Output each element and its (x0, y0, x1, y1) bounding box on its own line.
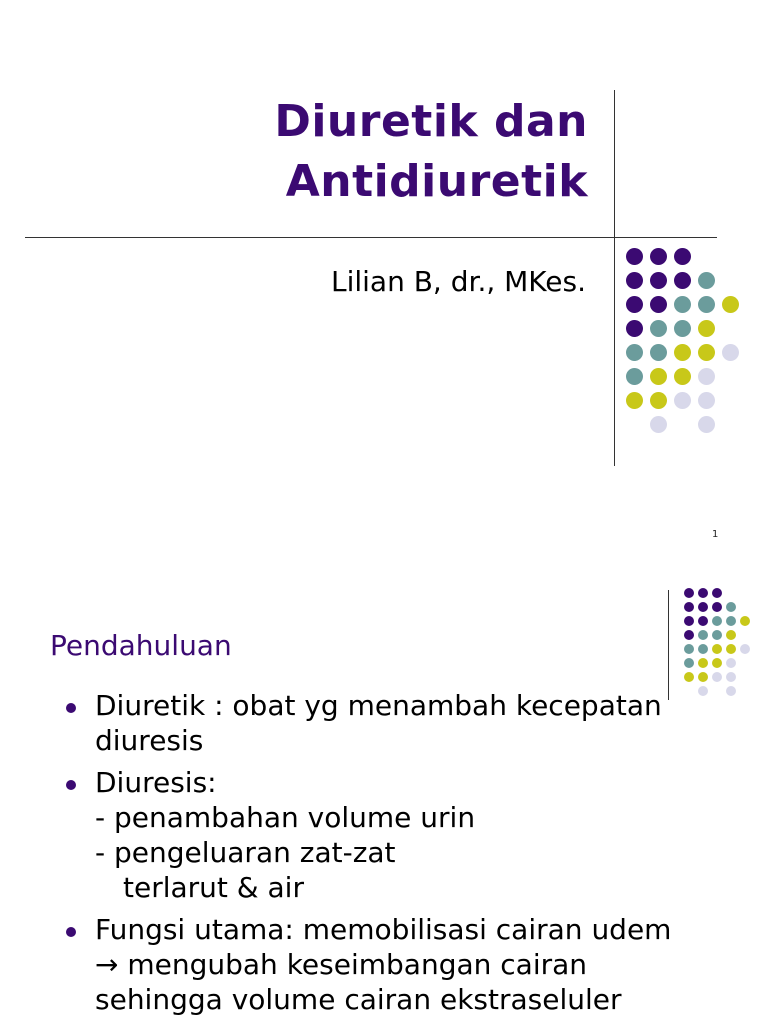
decorative-dot (712, 616, 722, 626)
decorative-dot (684, 658, 694, 668)
decorative-dot (650, 392, 667, 409)
decorative-dot (684, 616, 694, 626)
decorative-dot (684, 630, 694, 640)
decorative-dot (626, 368, 643, 385)
decorative-dot (698, 320, 715, 337)
decorative-dot (726, 630, 736, 640)
decorative-dot (726, 616, 736, 626)
decorative-dot (712, 644, 722, 654)
decorative-dot (698, 644, 708, 654)
title-line-1: Diuretik dan (274, 96, 588, 147)
decorative-dot (698, 672, 708, 682)
decorative-dot (674, 272, 691, 289)
decorative-dot (698, 588, 708, 598)
decorative-dot (698, 630, 708, 640)
bullet-icon (66, 780, 76, 790)
bullet-text-line: Diuretik : obat yg menambah kecepatan (95, 689, 662, 722)
decorative-dot (712, 630, 722, 640)
decorative-dot (626, 344, 643, 361)
slide-number: 1 (712, 529, 719, 540)
decorative-dot (650, 248, 667, 265)
decorative-dot (698, 658, 708, 668)
decorative-dot (726, 686, 736, 696)
bullet-text-line: Fungsi utama: memobilisasi cairan udem (95, 913, 672, 946)
bullet-text-line: sehingga volume cairan ekstraseluler (95, 983, 622, 1016)
decorative-dot (674, 248, 691, 265)
list-item (62, 765, 722, 905)
list-item (62, 688, 722, 758)
decorative-dot (698, 616, 708, 626)
decorative-dot (712, 672, 722, 682)
decorative-dot (674, 392, 691, 409)
author-name: Lilian B, dr., MKes. (330, 265, 586, 298)
decorative-dot (726, 672, 736, 682)
decorative-dot (674, 368, 691, 385)
bullet-icon (66, 927, 76, 937)
decorative-dot (698, 416, 715, 433)
title-line-2: Antidiuretik (285, 156, 588, 207)
decorative-dot (650, 344, 667, 361)
bullet-text-line: → mengubah keseimbangan cairan (95, 948, 588, 981)
bullet-icon (66, 703, 76, 713)
horizontal-divider (25, 237, 717, 238)
decorative-dot (726, 658, 736, 668)
decorative-dot (626, 320, 643, 337)
decorative-dot (684, 672, 694, 682)
decorative-dot (698, 344, 715, 361)
bullet-text-line: - pengeluaran zat-zat (95, 836, 396, 869)
decorative-dot (626, 392, 643, 409)
list-item (62, 912, 722, 1017)
decorative-dot (626, 272, 643, 289)
content-slide (0, 560, 768, 1024)
decorative-dot (698, 272, 715, 289)
decorative-dot (698, 602, 708, 612)
decorative-dot (626, 248, 643, 265)
vertical-divider (614, 90, 615, 466)
decorative-dot (650, 368, 667, 385)
decorative-dot (674, 344, 691, 361)
decorative-dot (698, 392, 715, 409)
bullet-text-line: - penambahan volume urin (95, 801, 476, 834)
decorative-dot (626, 296, 643, 313)
decorative-dot (712, 588, 722, 598)
decorative-dot (726, 644, 736, 654)
decorative-dot (740, 616, 750, 626)
bullet-text-line: Diuresis: (95, 766, 217, 799)
vertical-divider-small (668, 590, 669, 700)
bullet-list (62, 688, 722, 1024)
decorative-dot (674, 296, 691, 313)
decorative-dot (684, 588, 694, 598)
bullet-text-line: terlarut & air (123, 871, 304, 904)
decorative-dot (650, 296, 667, 313)
decorative-dot (722, 296, 739, 313)
decorative-dot (684, 644, 694, 654)
decorative-dot (684, 602, 694, 612)
decorative-dot (722, 344, 739, 361)
decorative-dot (726, 602, 736, 612)
decorative-dot (712, 658, 722, 668)
decorative-dot (698, 368, 715, 385)
slide-title (274, 92, 588, 212)
decorative-dot (712, 602, 722, 612)
decorative-dot (650, 416, 667, 433)
bullet-text-line: diuresis (95, 724, 204, 757)
section-heading: Pendahuluan (50, 629, 232, 662)
decorative-dot (740, 644, 750, 654)
decorative-dot (650, 320, 667, 337)
decorative-dot (650, 272, 667, 289)
decorative-dot (698, 296, 715, 313)
decorative-dot (674, 320, 691, 337)
